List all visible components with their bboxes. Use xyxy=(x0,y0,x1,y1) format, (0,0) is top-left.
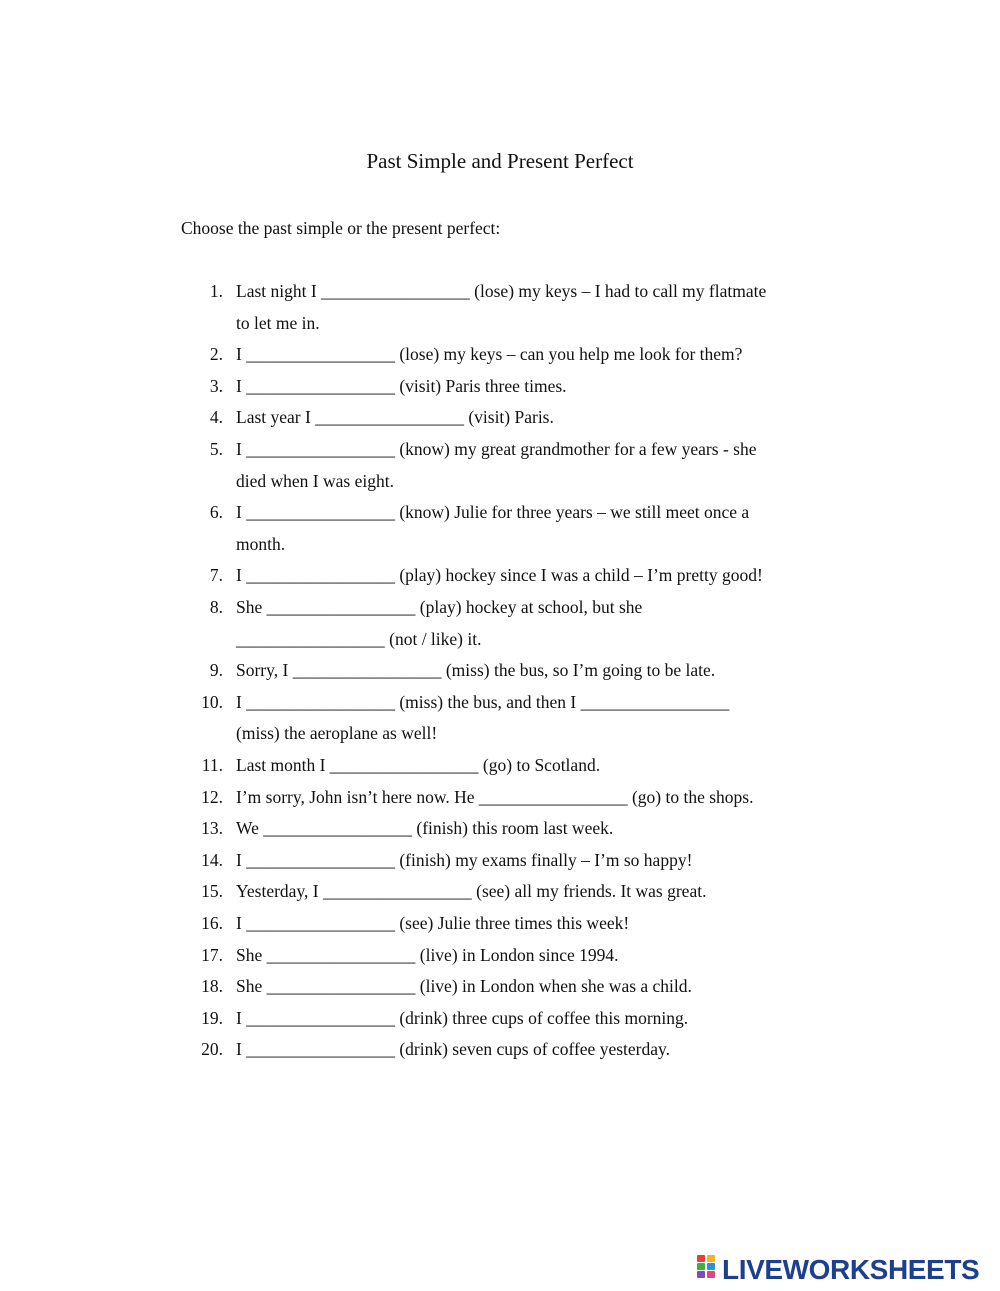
question-text: Yesterday, I _________________ (see) all my friends. It was great. xyxy=(236,881,707,902)
question-number: 7. xyxy=(209,565,223,586)
question-text: I _________________ (visit) Paris three times. xyxy=(236,375,567,396)
logo-block xyxy=(697,1263,705,1270)
question-number: 12. xyxy=(201,786,223,807)
question-text: I _________________ (lose) my keys – can you help me look for them? xyxy=(236,344,743,365)
question-text: Last year I _________________ (visit) Paris. xyxy=(236,407,554,428)
liveworksheets-logo xyxy=(697,1253,979,1287)
question-text: I _________________ (drink) three cups of coffee this morning. xyxy=(236,1007,689,1028)
logo-block xyxy=(707,1271,715,1278)
question-text: I _________________ (finish) my exams finally – I’m so happy! xyxy=(236,849,693,870)
question-number: 15. xyxy=(201,881,223,902)
question-number: 20. xyxy=(201,1039,223,1060)
question-text: I’m sorry, John isn’t here now. He _________________ (go) to the shops. xyxy=(236,786,754,807)
logo-block xyxy=(697,1271,705,1278)
page-title: Past Simple and Present Perfect xyxy=(366,149,634,173)
logo-block xyxy=(707,1255,715,1262)
question-text: Sorry, I _________________ (miss) the bus, so I’m going to be late. xyxy=(236,660,716,681)
question-text: I _________________ (play) hockey since I was a child – I’m pretty good! xyxy=(236,565,763,586)
question-text: I _________________ (drink) seven cups of coffee yesterday. xyxy=(236,1039,670,1060)
question-text: month. xyxy=(236,533,286,554)
logo-block xyxy=(697,1255,705,1262)
logo-blocks-icon xyxy=(697,1255,719,1285)
question-number: 6. xyxy=(209,502,223,523)
question-number: 4. xyxy=(209,407,223,428)
question-text: _________________ (not / like) it. xyxy=(236,628,482,649)
question-text: Last month I _________________ (go) to Scotland. xyxy=(236,755,601,775)
question-text: She _________________ (play) hockey at school, but she xyxy=(236,597,643,617)
question-number: 11. xyxy=(201,755,223,775)
question-text: I _________________ (see) Julie three times this week! xyxy=(236,913,630,933)
question-text: I _________________ (know) my great grandmother for a few years - she xyxy=(236,439,757,459)
question-text: I _________________ (know) Julie for three years – we still meet once a xyxy=(236,502,750,523)
question-text: died when I was eight. xyxy=(236,470,394,491)
question-number: 13. xyxy=(201,818,223,839)
question-number: 16. xyxy=(201,913,223,933)
question-text: She _________________ (live) in London since 1994. xyxy=(236,944,619,965)
question-number: 10. xyxy=(201,691,223,712)
question-number: 8. xyxy=(209,597,223,617)
question-number: 2. xyxy=(209,344,223,365)
question-text: (miss) the aeroplane as well! xyxy=(236,723,438,744)
question-number: 3. xyxy=(209,375,223,396)
question-text: to let me in. xyxy=(236,312,320,333)
question-number: 18. xyxy=(201,976,223,997)
question-number: 14. xyxy=(201,849,223,870)
instructions: Choose the past simple or the present perfect: xyxy=(181,218,501,238)
question-text: She _________________ (live) in London when she was a child. xyxy=(236,976,692,997)
question-number: 19. xyxy=(201,1007,223,1028)
question-number: 1. xyxy=(209,281,223,301)
logo-text: LIVEWORKSHEETS xyxy=(722,1254,980,1285)
question-text: I _________________ (miss) the bus, and then I _________________ xyxy=(236,691,730,712)
question-number: 5. xyxy=(209,439,223,459)
logo-block xyxy=(707,1263,715,1270)
question-number: 17. xyxy=(201,944,223,965)
question-text: We _________________ (finish) this room last week. xyxy=(236,818,614,839)
question-text: Last night I _________________ (lose) my keys – I had to call my flatmate xyxy=(236,281,767,301)
question-number: 9. xyxy=(209,660,223,681)
